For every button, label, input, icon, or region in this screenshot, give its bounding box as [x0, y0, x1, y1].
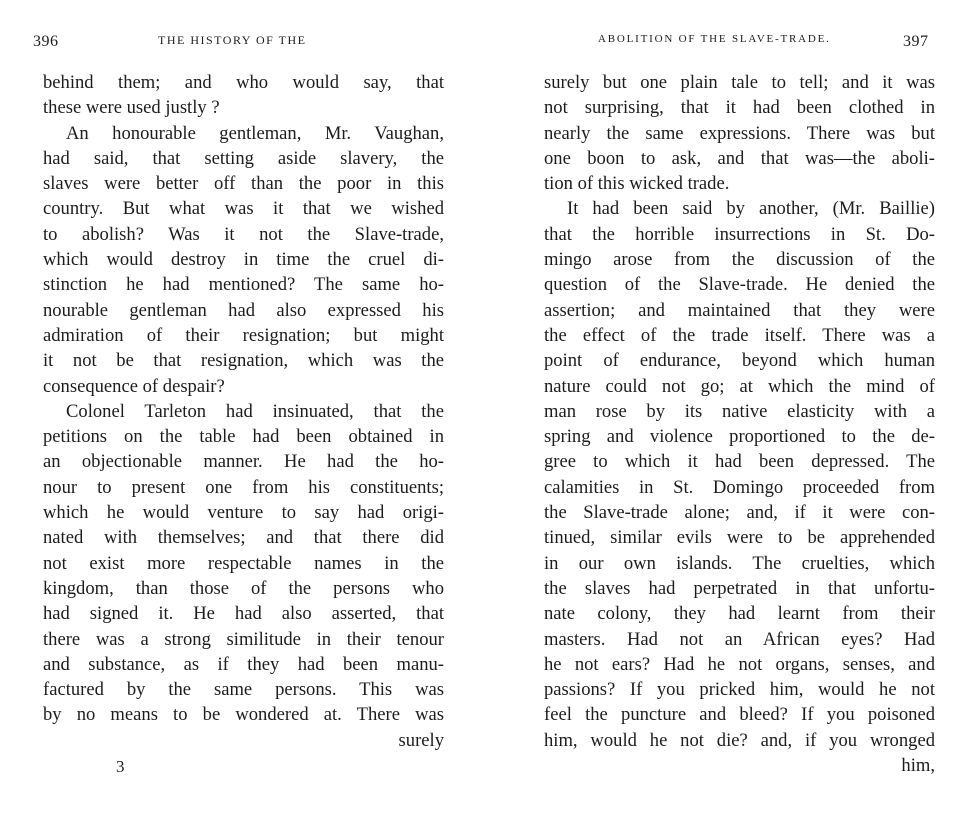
text-line: had said, that setting aside slavery, the [43, 147, 444, 169]
text-line: surely but one plain tale to tell; and it was [544, 72, 935, 93]
catchword: surely [398, 729, 444, 751]
signature-mark: 3 [116, 757, 125, 776]
text-line: nourable gentleman had also expressed his [43, 299, 444, 321]
text-line: mingo arose from the discussion of the [544, 249, 935, 271]
text-line: nature could not go; at which the mind of [544, 375, 935, 397]
text-line: question of the Slave-trade. He denied the [544, 274, 935, 296]
text-line: stinction he had mentioned? The same ho- [43, 274, 444, 296]
text-line: one boon to ask, and that was—the aboli- [544, 147, 935, 169]
text-line: the Slave-trade alone; and, if it were con- [544, 502, 935, 524]
text-line: that the horrible insurrections in St. Do- [544, 223, 935, 245]
text-line: factured by the same persons. This was [43, 679, 444, 701]
text-line: spring and violence proportioned to the de- [544, 426, 935, 448]
text-line: country. But what was it that we wished [43, 198, 444, 220]
text-line: slaves were better off than the poor in this [43, 173, 444, 195]
text-line: nate colony, they had learnt from their [544, 603, 935, 625]
right-page-text [544, 70, 935, 778]
page-number: 397 [903, 33, 929, 50]
text-line: nated with themselves; and that there did [43, 527, 444, 549]
text-line: admiration of their resignation; but might [43, 324, 444, 346]
text-line: not exist more respectable names in the [43, 552, 444, 574]
text-line: the slaves had perpetrated in that unfortu- [544, 577, 935, 599]
text-line: calamities in St. Domingo proceeded from [544, 476, 935, 498]
text-line: consequence of despair? [43, 375, 225, 397]
text-line: Colonel Tarleton had insinuated, that the [66, 400, 444, 422]
text-line: man rose by its native elasticity with a [544, 400, 935, 422]
text-line: kingdom, than those of the persons who [43, 577, 444, 599]
text-line: petitions on the table had been obtained in [43, 426, 444, 448]
text-line: feel the puncture and bleed? If you poisoned [544, 704, 935, 726]
text-line: behind them; and who would say, that [43, 72, 444, 93]
text-line: which would destroy in time the cruel di- [43, 249, 444, 271]
catchword: him, [901, 755, 935, 777]
left-page-text [43, 70, 444, 753]
text-line: point of endurance, beyond which human [544, 350, 935, 372]
text-line: him, would he not die? and, if you wronged [544, 729, 935, 751]
text-line: tion of this wicked trade. [544, 173, 730, 195]
text-line: there was a strong similitude in their tenour [43, 628, 444, 650]
text-line: not surprising, that it had been clothed in [544, 97, 935, 119]
text-line: and substance, as if they had been manu- [43, 653, 444, 675]
text-line: tinued, similar evils were to be apprehended [544, 527, 935, 549]
running-head: ABOLITION OF THE SLAVE-TRADE. [598, 33, 831, 45]
text-line: it not be that resignation, which was the [43, 350, 444, 372]
text-line: he not ears? Had he not organs, senses, and [544, 653, 935, 675]
text-line: passions? If you pricked him, would he not [544, 679, 935, 701]
text-line: assertion; and maintained that they were [544, 299, 935, 321]
text-line: which he would venture to say had origi- [43, 502, 444, 524]
right-page [490, 0, 980, 817]
text-line: An honourable gentleman, Mr. Vaughan, [66, 122, 444, 144]
text-line: an objectionable manner. He had the ho- [43, 451, 444, 473]
text-line: had signed it. He had also asserted, that [43, 603, 444, 625]
running-head: THE HISTORY OF THE [158, 33, 307, 47]
page-number: 396 [33, 33, 59, 50]
text-line: the effect of the trade itself. There was a [544, 324, 935, 346]
text-line: in our own islands. The cruelties, which [544, 552, 935, 574]
text-line: to abolish? Was it not the Slave-trade, [43, 223, 444, 245]
text-line: these were used justly ? [43, 97, 220, 119]
text-line: It had been said by another, (Mr. Baillie) [567, 198, 935, 220]
text-line: gree to which it had been depressed. The [544, 451, 935, 473]
text-line: masters. Had not an African eyes? Had [544, 628, 935, 650]
text-line: by no means to be wondered at. There was [43, 704, 444, 726]
text-line: nour to present one from his constituents; [43, 476, 444, 498]
text-line: nearly the same expressions. There was but [544, 122, 935, 144]
